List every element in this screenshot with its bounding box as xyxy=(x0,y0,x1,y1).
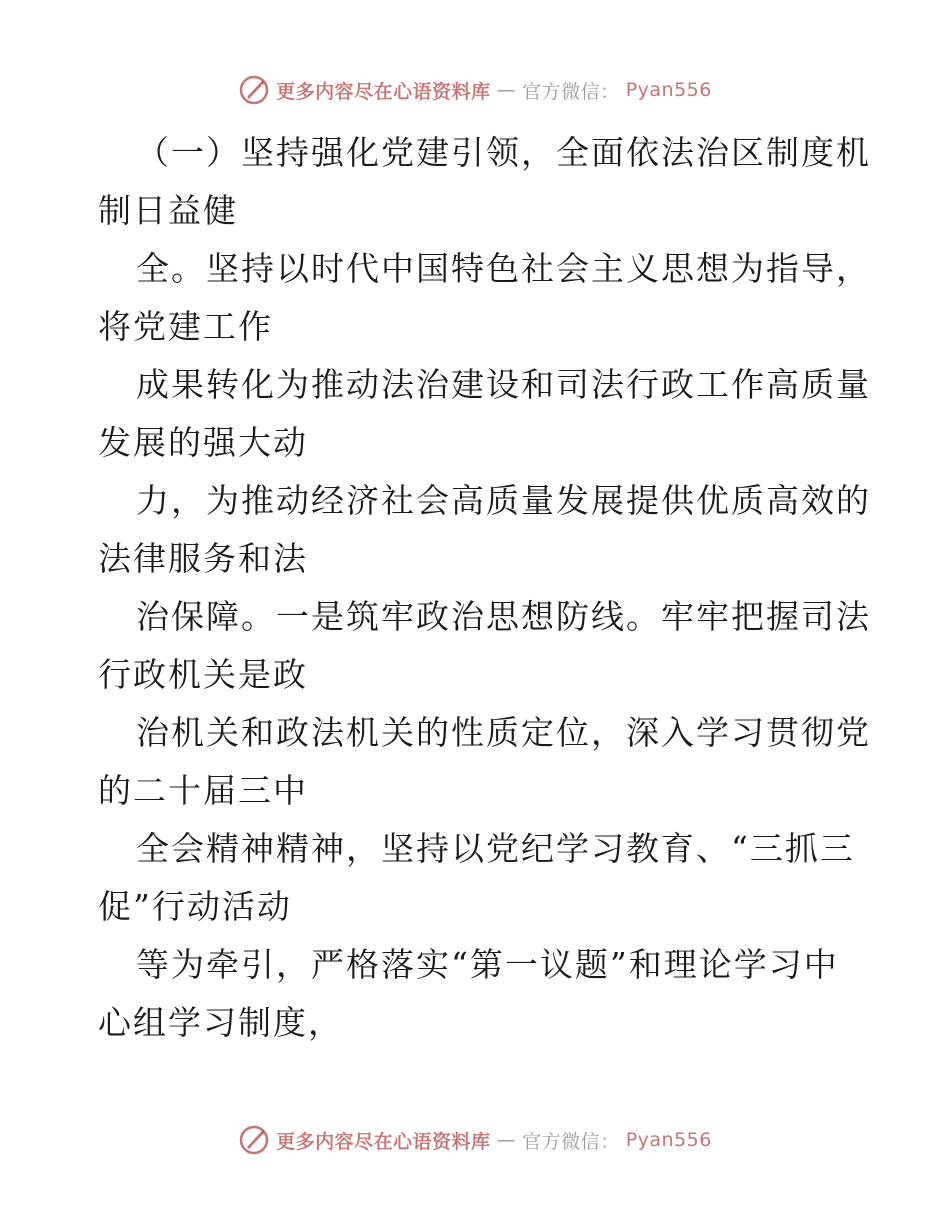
line-first: （一）坚持强化党建引领，全面依法治区制度机 xyxy=(136,133,871,172)
line-first: 全。坚持以时代中国特色社会主义思想为指导， xyxy=(136,249,871,288)
watermark-main-text: 更多内容尽在心语资料库 xyxy=(276,1130,491,1153)
paragraph-line xyxy=(98,356,871,472)
line-first: 治保障。一是筑牢政治思想防线。牢牢把握司法 xyxy=(136,597,871,636)
paragraph-line xyxy=(98,704,871,820)
line-first: 治机关和政法机关的性质定位，深入学习贯彻党 xyxy=(136,713,871,752)
quill-seal-icon xyxy=(238,1124,270,1156)
line-first: 等为牵引，严格落实“第一议题”和理论学习中 xyxy=(136,945,839,984)
paragraph-line xyxy=(98,820,858,936)
paragraph-line xyxy=(98,472,871,588)
watermark-separator: — xyxy=(496,79,517,101)
watermark-official-label: 官方微信： xyxy=(522,80,620,103)
paragraph-line xyxy=(98,124,871,240)
line-first: 力，为推动经济社会高质量发展提供优质高效的 xyxy=(136,481,871,520)
line-first: 全会精神精神，坚持以党纪学习教育、“三抓三 xyxy=(136,829,855,868)
line-second: 发展的强大动 xyxy=(98,423,308,462)
line-second: 将党建工作 xyxy=(98,307,273,346)
watermark-main-text: 更多内容尽在心语资料库 xyxy=(276,80,491,103)
line-second: 心组学习制度， xyxy=(98,1003,343,1042)
line-second: 制日益健 xyxy=(98,191,238,230)
line-second: 促”行动活动 xyxy=(98,887,292,926)
document-body xyxy=(98,124,871,1052)
line-second: 法律服务和法 xyxy=(98,539,308,578)
watermark-wechat-id: Pyan556 xyxy=(625,1129,712,1151)
watermark-official-label: 官方微信： xyxy=(522,1130,620,1153)
watermark-wechat-id: Pyan556 xyxy=(625,79,712,101)
watermark-header xyxy=(0,74,950,106)
watermark-separator: — xyxy=(496,1129,517,1151)
paragraph-line xyxy=(98,240,871,356)
watermark-footer xyxy=(0,1124,950,1156)
quill-seal-icon xyxy=(238,74,270,106)
line-second: 的二十届三中 xyxy=(98,771,308,810)
line-second: 行政机关是政 xyxy=(98,655,308,694)
line-first: 成果转化为推动法治建设和司法行政工作高质量 xyxy=(136,365,871,404)
paragraph-line xyxy=(98,936,858,1052)
paragraph-line xyxy=(98,588,871,704)
